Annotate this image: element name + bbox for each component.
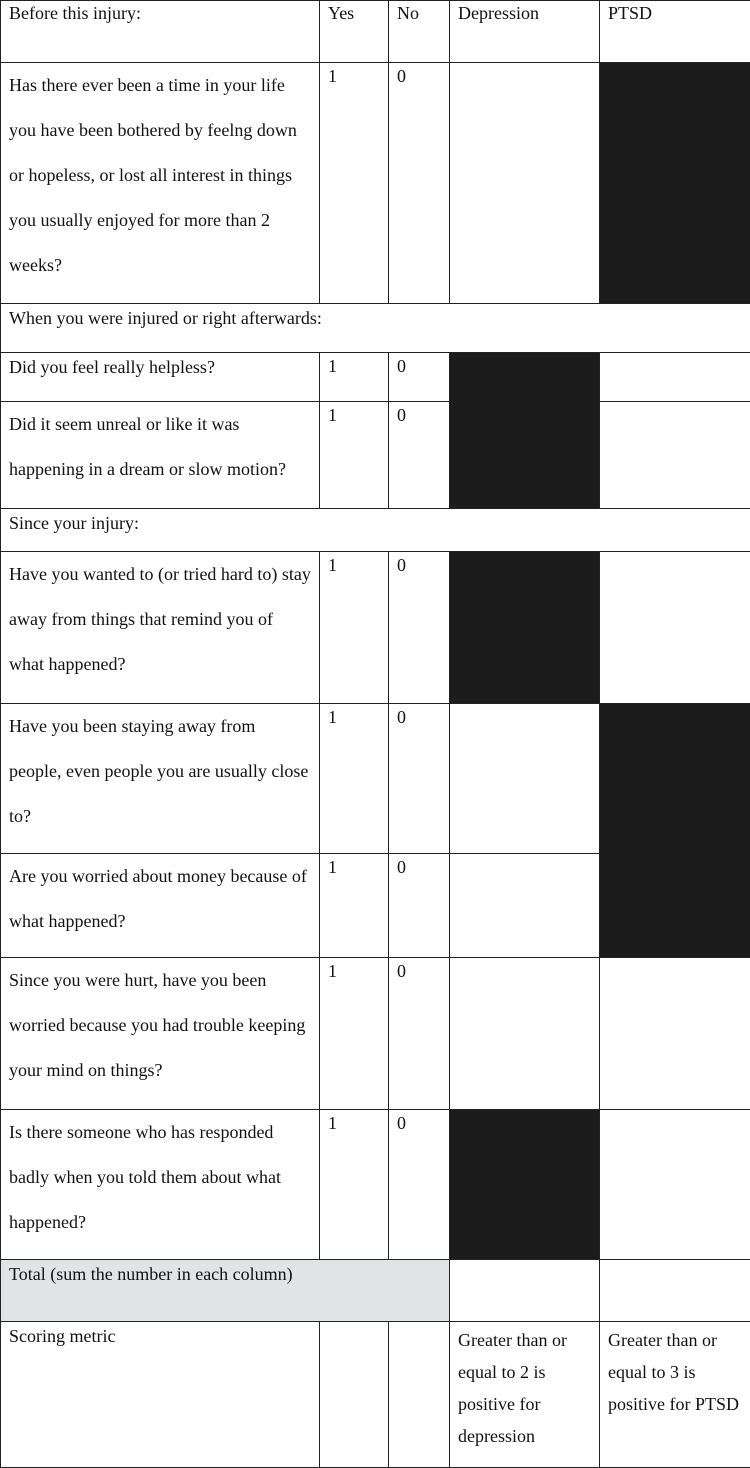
no-score: 0 <box>389 402 450 509</box>
header-no: No <box>389 1 450 63</box>
depression-cell <box>450 63 600 304</box>
question-text: Since you were hurt, have you been worried because you had trouble keeping your mind on things? <box>1 958 320 1110</box>
no-score: 0 <box>389 958 450 1110</box>
yes-score: 1 <box>320 958 389 1110</box>
question-row <box>1 353 750 402</box>
ptsd-cell-shaded <box>600 704 750 958</box>
ptsd-cell <box>600 353 750 402</box>
header-row <box>1 1 750 63</box>
section-row <box>1 304 750 353</box>
question-row <box>1 958 750 1110</box>
question-text: Is there someone who has responded badly when you told them about what happened? <box>1 1110 320 1260</box>
question-row <box>1 63 750 304</box>
section-since-heading: Since your injury: <box>1 509 750 552</box>
section-injured-heading: When you were injured or right afterwards: <box>1 304 750 353</box>
total-label: Total (sum the number in each column) <box>1 1260 450 1322</box>
question-text: Have you been staying away from people, even people you are usually close to? <box>1 704 320 854</box>
header-ptsd: PTSD <box>600 1 750 63</box>
yes-score: 1 <box>320 552 389 704</box>
depression-cell <box>450 704 600 854</box>
depression-cell-shaded <box>450 1110 600 1260</box>
depression-cell <box>450 854 600 958</box>
yes-score: 1 <box>320 63 389 304</box>
question-text: Have you wanted to (or tried hard to) stay away from things that remind you of what happened? <box>1 552 320 704</box>
yes-score: 1 <box>320 1110 389 1260</box>
header-yes: Yes <box>320 1 389 63</box>
yes-score: 1 <box>320 704 389 854</box>
no-score: 0 <box>389 1110 450 1260</box>
section-row <box>1 509 750 552</box>
question-row <box>1 552 750 704</box>
no-score: 0 <box>389 704 450 854</box>
depression-cell-shaded <box>450 353 600 509</box>
depression-cell-shaded <box>450 552 600 704</box>
scoring-row <box>1 1322 750 1468</box>
question-text: Has there ever been a time in your life you have been bothered by feelng down or hopeless, or lost all interest in things you usually enjoyed for more than 2 weeks? <box>1 63 320 304</box>
header-depression: Depression <box>450 1 600 63</box>
yes-score: 1 <box>320 353 389 402</box>
ptsd-total-cell[interactable] <box>600 1260 750 1322</box>
ptsd-cell <box>600 552 750 704</box>
ptsd-cell <box>600 402 750 509</box>
scoring-no-cell <box>389 1322 450 1468</box>
no-score: 0 <box>389 63 450 304</box>
question-text: Are you worried about money because of what happened? <box>1 854 320 958</box>
scoring-label: Scoring metric <box>1 1322 320 1468</box>
ptsd-cell <box>600 958 750 1110</box>
scoring-depression: Greater than or equal to 2 is positive for depression <box>450 1322 600 1468</box>
yes-score: 1 <box>320 402 389 509</box>
depression-cell <box>450 958 600 1110</box>
no-score: 0 <box>389 854 450 958</box>
question-row <box>1 1110 750 1260</box>
yes-score: 1 <box>320 854 389 958</box>
no-score: 0 <box>389 552 450 704</box>
question-row <box>1 402 750 509</box>
question-row <box>1 704 750 854</box>
question-text: Did you feel really helpless? <box>1 353 320 402</box>
scoring-ptsd: Greater than or equal to 3 is positive for PTSD <box>600 1322 750 1468</box>
ptsd-cell <box>600 1110 750 1260</box>
no-score: 0 <box>389 353 450 402</box>
total-row <box>1 1260 750 1322</box>
depression-total-cell[interactable] <box>450 1260 600 1322</box>
ptsd-cell-shaded <box>600 63 750 304</box>
header-before-injury: Before this injury: <box>1 1 320 63</box>
scoring-yes-cell <box>320 1322 389 1468</box>
question-text: Did it seem unreal or like it was happening in a dream or slow motion? <box>1 402 320 509</box>
